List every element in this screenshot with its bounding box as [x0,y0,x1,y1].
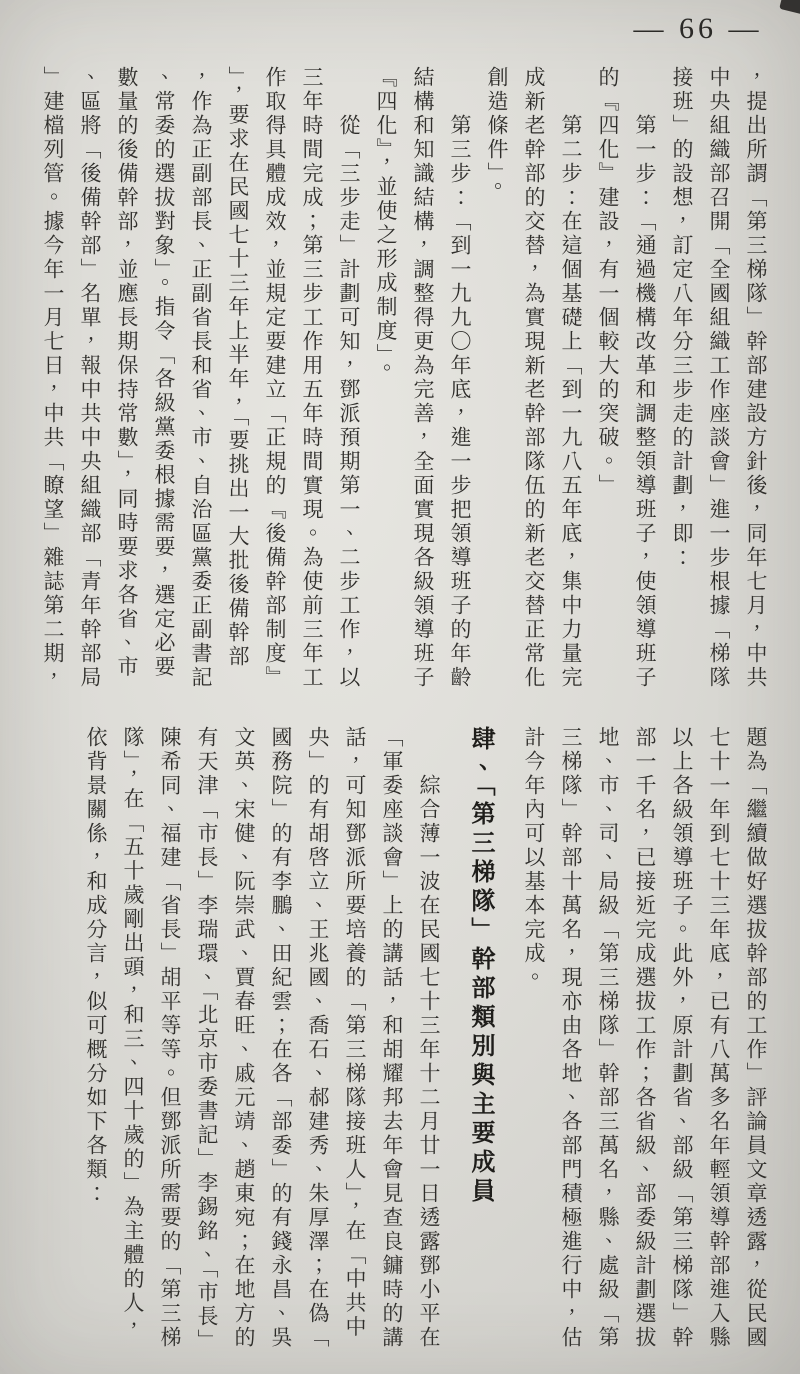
upper-text-block [26,66,774,692]
paragraph-successor-members: 綜合薄一波在民國七十三年十二月廿一日透露鄧小平在「軍委座談會」上的講話，和胡耀邦去年會見查良鏞時的講話，可知鄧派所要培養的「第三梯隊接班人」，在「中共中央」的有胡啓立、王兆國、喬石、郝建秀、朱厚澤；在偽「國務院」的有李鵬、田紀雲；在各「部委」的有錢永昌、吳文英、宋健、阮崇武、賈春旺、戚元靖、趙東宛；在地方的有天津「市長」李瑞環、「北京市委書記」李錫銘、「市長」陳希同、福建「省長」胡平等等。但鄧派所需要的「第三梯隊」，在「五十歲剛出頭，和三、四十歲的」為主體的人，依背景關係，和成分言，似可概分如下各類： [84,726,441,1353]
paragraph-step-one: 第一步：「通過機構改革和調整領導班子，使領導班子的『四化』建設，有一個較大的突破。」 [596,66,657,690]
paragraph-three-step-plan: 從「三步走」計劃可知，鄧派預期第一、二步工作，以三年時間完成；第三步工作用五年時間實現。為使前三年工作取得具體成效，並規定要建立「正規的『後備幹部制度』」，要求在民國七十三年上半年，「要挑出一大批後備幹部，作為正副部長、正副省長和省、市、自治區黨委正副書記、常委的選拔對象」。指令「各級黨委根據需要，選定必要數量的後備幹部，並應長期保持常數」，同時要求各省、市、區將「後備幹部」名單，報中共中央組織部「青年幹部局」建檔列管。據今年一月七日，中共「瞭望」雜誌第二期， [41,66,361,690]
paragraph-selection-progress: 題為「繼續做好選拔幹部的工作」評論員文章透露，從民國七十一年到七十三年底，已有八萬多名年輕領導幹部進入縣以上各級領導班子。此外，原計劃省、部級「第三梯隊」幹部一千名，已接近完成選拔工作；各省級、部委級計劃選拔地、市、司、局級「第三梯隊」幹部三萬名，縣、處級「第三梯隊」幹部十萬名，現亦由各地、各部門積極進行中，估計今年內可以基本完成。 [522,726,768,1350]
page-number: — 66 — [633,12,763,45]
section-heading: 肆、「第三梯隊」幹部類別與主要成員 [467,726,493,1207]
lower-text-block [26,726,774,1354]
paragraph-continuation-policy: ，提出所謂「第三梯隊」幹部建設方針後，同年七月，中共中央組織部召開「全國組織工作座談會」進一步根據「梯隊接班」的設想，訂定八年分三步走的計劃，即： [670,66,768,690]
paragraph-step-three: 第三步：「到一九九〇年底，進一步把領導班子的年齡結構和知識結構，調整得更為完善，全面實現各級領導班子『四化』，並使之形成制度」。 [374,66,472,690]
paragraph-step-two: 第二步：在這個基礎上「到一九八五年底，集中力量完成新老幹部的交替，為實現新老幹部隊伍的新老交替正常化創造條件」。 [485,66,583,690]
